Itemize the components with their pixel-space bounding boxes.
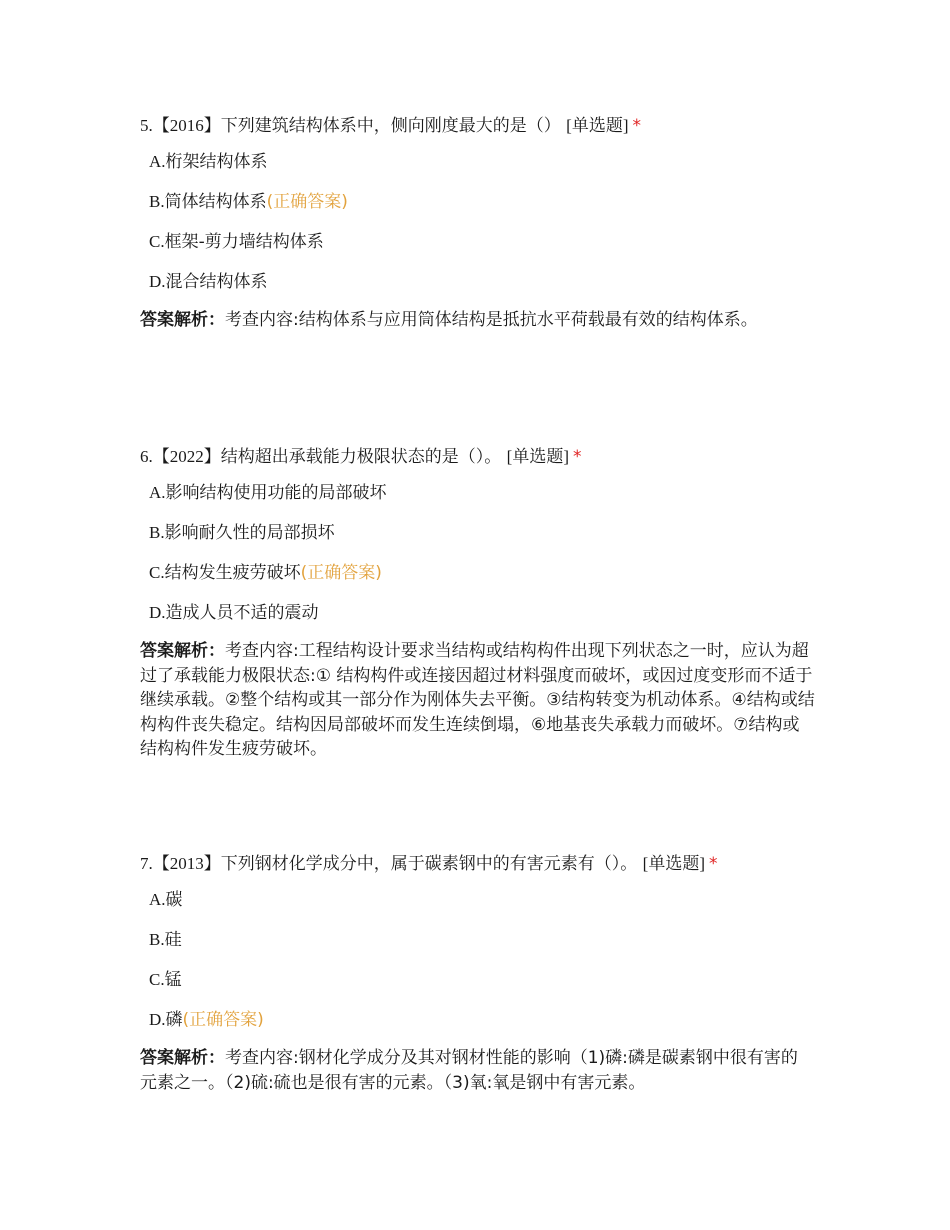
question-number: 5. — [140, 116, 153, 135]
analysis-label: 答案解析： — [140, 641, 225, 661]
question-year: 【2022】 — [152, 447, 221, 466]
required-mark: * — [708, 854, 718, 874]
option-text: 锰 — [164, 970, 182, 990]
option-c[interactable]: C.框架-剪力墙结构体系 — [149, 232, 324, 252]
analysis-label: 答案解析： — [140, 1048, 225, 1068]
answer-analysis — [140, 308, 790, 333]
option-a[interactable]: A.影响结构使用功能的局部破坏 — [149, 483, 387, 503]
option-d[interactable]: D.造成人员不适的震动 — [149, 603, 319, 623]
question-number: 6. — [140, 447, 153, 466]
option-text: 造成人员不适的震动 — [165, 603, 319, 623]
option-list — [140, 150, 820, 310]
option-text: 碳 — [165, 890, 183, 910]
option-list — [140, 481, 820, 641]
analysis-text: 考查内容:钢材化学成分及其对钢材性能的影响（1)磷:磷是碳素钢中很有害的元素之一。（2)硫:硫也是很有害的元素。（3)氧:氧是钢中有害元素。 — [140, 1048, 798, 1093]
option-text: 筒体结构体系 — [164, 192, 267, 212]
question-6 — [140, 445, 820, 762]
required-mark: * — [632, 116, 641, 136]
option-text: 框架-剪力墙结构体系 — [164, 232, 324, 252]
option-d[interactable]: D.混合结构体系 — [149, 272, 268, 292]
question-7 — [140, 852, 820, 1095]
question-text: 结构超出承载能力极限状态的是（）。 — [220, 447, 502, 467]
option-text: 影响耐久性的局部损坏 — [164, 523, 335, 543]
answer-analysis — [140, 1046, 805, 1095]
option-text: 影响结构使用功能的局部破坏 — [165, 483, 387, 503]
question-title — [140, 852, 820, 876]
question-year: 【2016】 — [152, 116, 221, 135]
question-type: [单选题] — [642, 854, 705, 873]
option-c[interactable]: C.锰 — [149, 970, 182, 990]
option-list — [140, 888, 820, 1048]
question-type: [单选题] — [506, 447, 569, 466]
analysis-text: 考查内容:工程结构设计要求当结构或结构构件出现下列状态之一时，应认为超过了承载能力极限状态:① 结构构件或连接因超过材料强度而破坏，或因过度变形而不适于继续承载。②整个结构或其一部分作为刚体失去平衡。③结构转变为机动体系。④结构或结构构件丧失稳定。结构因局部破坏而发生连续倒塌，⑥地基丧失承载力而破坏。⑦结构或结构构件发生疲劳破坏。 — [140, 641, 815, 759]
option-b[interactable]: B.硅 — [149, 930, 182, 950]
option-c[interactable]: C.结构发生疲劳破坏(正确答案) — [149, 563, 382, 583]
correct-answer-tag: (正确答案) — [300, 563, 382, 583]
option-text: 硅 — [164, 930, 182, 950]
option-text: 磷 — [165, 1010, 183, 1030]
question-year: 【2013】 — [152, 854, 221, 873]
question-number: 7. — [140, 854, 153, 873]
analysis-text: 考查内容:结构体系与应用筒体结构是抵抗水平荷载最有效的结构体系。 — [225, 310, 758, 330]
option-a[interactable]: A.桁架结构体系 — [149, 152, 268, 172]
option-text: 结构发生疲劳破坏 — [164, 563, 301, 583]
question-type: [单选题] — [566, 116, 629, 135]
question-text: 下列建筑结构体系中，侧向刚度最大的是（） — [220, 116, 561, 136]
option-text: 混合结构体系 — [165, 272, 268, 292]
question-title — [140, 114, 820, 138]
analysis-label: 答案解析： — [140, 310, 225, 330]
option-a[interactable]: A.碳 — [149, 890, 183, 910]
required-mark: * — [572, 447, 582, 467]
answer-analysis — [140, 639, 816, 762]
option-d[interactable]: D.磷(正确答案) — [149, 1010, 264, 1030]
option-b[interactable]: B.影响耐久性的局部损坏 — [149, 523, 335, 543]
correct-answer-tag: (正确答案) — [266, 192, 348, 212]
question-text: 下列钢材化学成分中，属于碳素钢中的有害元素有（）。 — [220, 854, 638, 874]
question-title — [140, 445, 820, 469]
option-b[interactable]: B.筒体结构体系(正确答案) — [149, 192, 348, 212]
correct-answer-tag: (正确答案) — [182, 1010, 264, 1030]
question-5 — [140, 114, 820, 333]
option-text: 桁架结构体系 — [165, 152, 268, 172]
